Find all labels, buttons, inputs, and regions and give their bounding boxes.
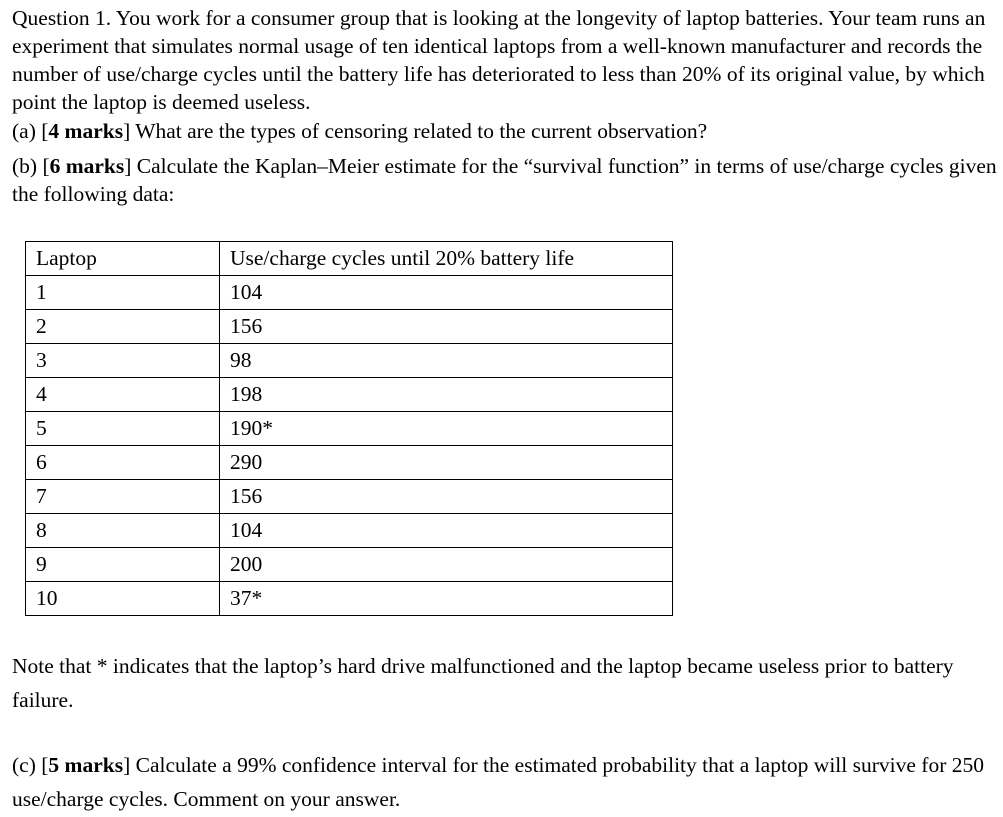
table-row	[26, 480, 673, 514]
laptop-cell: 7	[26, 480, 220, 514]
part-a-marks: 4 marks	[48, 119, 124, 143]
cycles-cell: 104	[220, 514, 673, 548]
part-c-text: ] Calculate a 99% confidence interval for the estimated probability that a laptop will survive for 250 use/charge cycles. Comment on your answer.	[12, 753, 984, 811]
part-c	[12, 748, 997, 816]
table-row	[26, 548, 673, 582]
cycles-cell: 98	[220, 344, 673, 378]
cycles-cell: 190*	[220, 412, 673, 446]
laptop-cell: 4	[26, 378, 220, 412]
censoring-note: Note that * indicates that the laptop’s hard drive malfunctioned and the laptop became useless prior to battery failure.	[12, 654, 954, 712]
question-intro: Question 1. You work for a consumer group that is looking at the longevity of laptop batteries. Your team runs an experiment that simulates normal usage of ten identical laptops from a well-known manufacturer and records the number of use/charge cycles until the battery life has deteriorated to less than 20% of its original value, by which point the laptop is deemed useless.	[12, 6, 986, 114]
part-b-prefix: (b) [	[12, 154, 50, 178]
data-table	[25, 241, 673, 616]
part-c-marks: 5 marks	[48, 753, 124, 777]
part-c-prefix: (c) [	[12, 753, 49, 777]
part-b	[12, 152, 997, 208]
table-row	[26, 276, 673, 310]
part-a-text: ] What are the types of censoring related to the current observation?	[123, 119, 708, 143]
part-a-prefix: (a) [	[12, 119, 49, 143]
table-row	[26, 344, 673, 378]
cycles-cell: 198	[220, 378, 673, 412]
laptop-cell: 10	[26, 582, 220, 616]
table-row	[26, 310, 673, 344]
table-row	[26, 582, 673, 616]
cycles-cell: 200	[220, 548, 673, 582]
laptop-cell: 5	[26, 412, 220, 446]
header-cycles: Use/charge cycles until 20% battery life	[220, 242, 673, 276]
table-row	[26, 412, 673, 446]
laptop-cell: 1	[26, 276, 220, 310]
laptop-cell: 2	[26, 310, 220, 344]
table-row	[26, 378, 673, 412]
part-b-marks: 6 marks	[49, 154, 125, 178]
table-row	[26, 446, 673, 480]
laptop-cell: 3	[26, 344, 220, 378]
cycles-cell: 290	[220, 446, 673, 480]
table-header-row	[26, 242, 673, 276]
laptop-cell: 6	[26, 446, 220, 480]
laptop-cell: 8	[26, 514, 220, 548]
part-a	[12, 117, 997, 145]
cycles-cell: 37*	[220, 582, 673, 616]
cycles-cell: 156	[220, 310, 673, 344]
part-b-text: ] Calculate the Kaplan–Meier estimate for the “survival function” in terms of use/charge cycles given the following data:	[12, 154, 997, 206]
cycles-cell: 156	[220, 480, 673, 514]
header-laptop: Laptop	[26, 242, 220, 276]
table-row	[26, 514, 673, 548]
cycles-cell: 104	[220, 276, 673, 310]
laptop-cell: 9	[26, 548, 220, 582]
